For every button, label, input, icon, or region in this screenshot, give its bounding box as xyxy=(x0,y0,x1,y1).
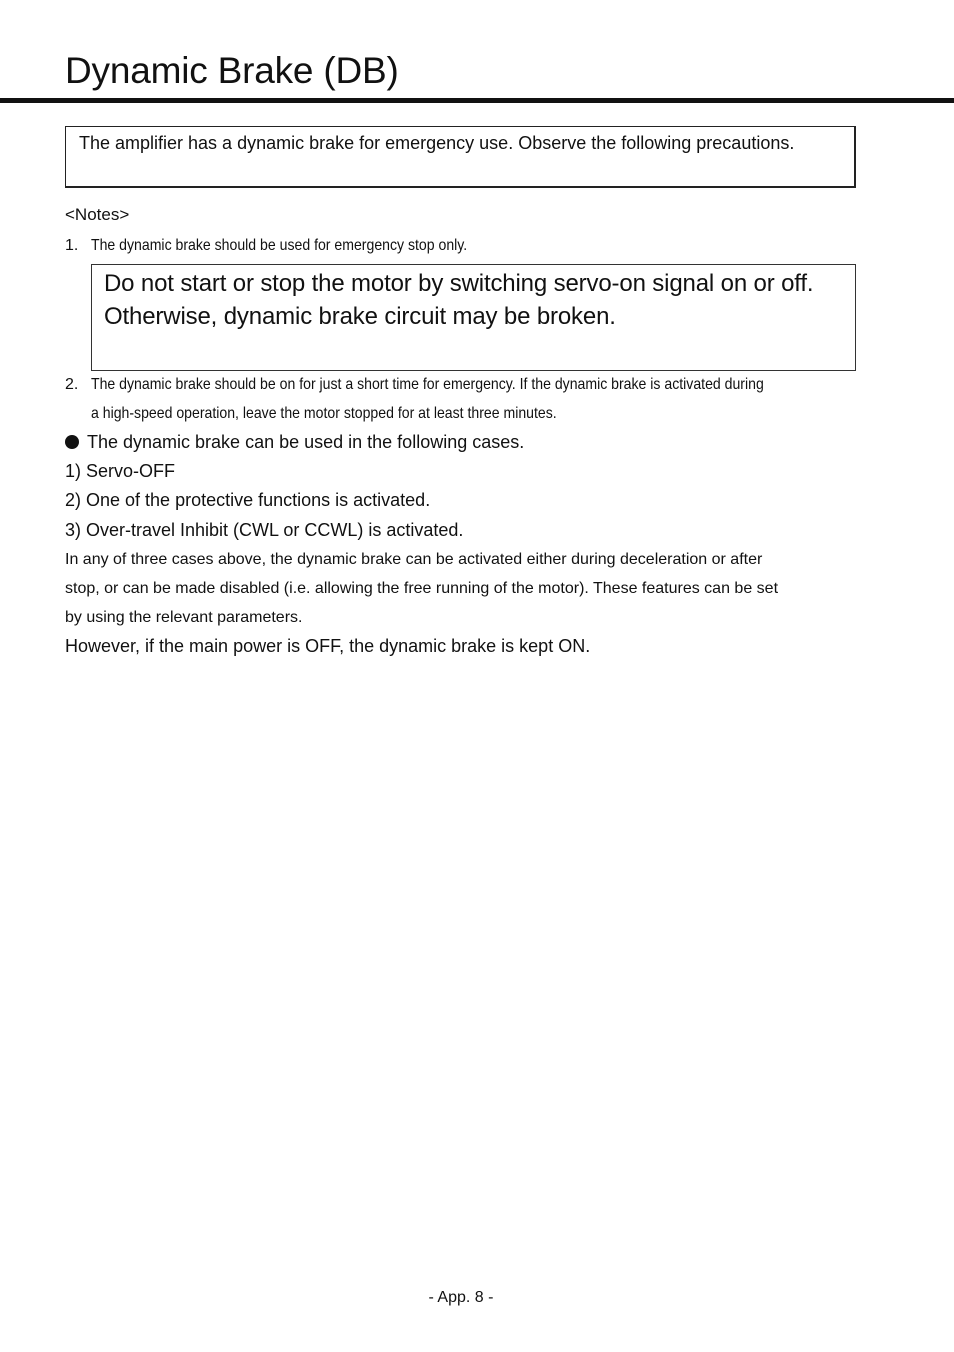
note-item xyxy=(65,370,856,428)
final-note: However, if the main power is OFF, the dynamic brake is kept ON. xyxy=(65,636,591,656)
warning-text-line: Otherwise, dynamic brake circuit may be broken. xyxy=(104,303,616,330)
notes-heading: <Notes> xyxy=(65,205,130,224)
page-number: - App. 8 - xyxy=(428,1289,494,1306)
paragraph-line: In any of three cases above, the dynamic brake can be activated either during deceleration or after xyxy=(65,551,763,568)
bullet-item xyxy=(65,431,524,453)
warning-box xyxy=(91,264,856,371)
note-item xyxy=(65,231,519,260)
title-rule xyxy=(0,98,954,103)
note-number: 1. xyxy=(65,237,79,254)
case-item: 3) Over-travel Inhibit (CWL or CCWL) is activated. xyxy=(65,520,464,540)
note-text: The dynamic brake should be used for emergency stop only. xyxy=(91,237,468,254)
case-item: 1) Servo-OFF xyxy=(65,461,176,481)
bullet-dot-icon xyxy=(65,435,79,449)
warning-text-line: Do not start or stop the motor by switching servo-on signal on or off. xyxy=(104,270,814,297)
note-text-line: a high-speed operation, leave the motor stopped for at least three minutes. xyxy=(91,405,557,422)
page-title: Dynamic Brake (DB) xyxy=(65,50,399,91)
intro-box xyxy=(65,126,856,188)
bullet-text: The dynamic brake can be used in the following cases. xyxy=(87,432,525,452)
note-number: 2. xyxy=(65,376,79,393)
paragraph-line: by using the relevant parameters. xyxy=(65,609,303,626)
intro-text: The amplifier has a dynamic brake for emergency use. Observe the following precautions. xyxy=(79,133,795,153)
explanation-paragraph xyxy=(65,545,860,632)
note-text-line: The dynamic brake should be on for just a short time for emergency. If the dynamic brake is activated during xyxy=(91,376,764,393)
case-item: 2) One of the protective functions is activated. xyxy=(65,490,431,510)
paragraph-line: stop, or can be made disabled (i.e. allowing the free running of the motor). These features can be set xyxy=(65,580,779,597)
